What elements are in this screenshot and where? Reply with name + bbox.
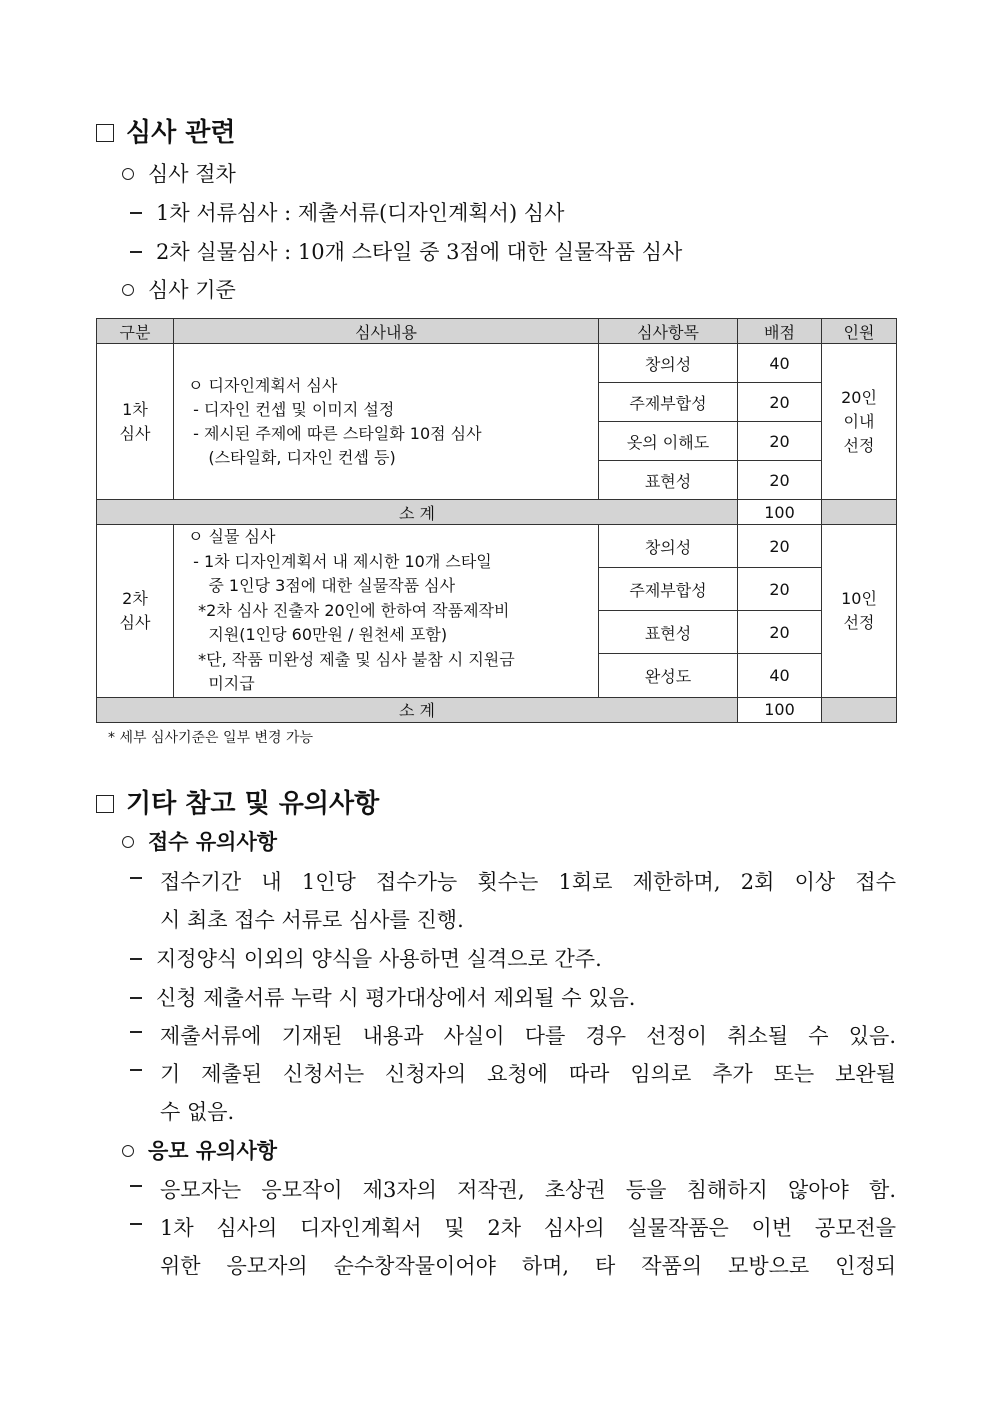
subtotal-value: 100 <box>738 697 822 722</box>
checkbox-square-icon <box>96 795 114 813</box>
header-score: 배점 <box>738 319 822 344</box>
subtotal-value: 100 <box>738 500 822 525</box>
round1-people: 20인 이내 선정 <box>822 344 897 500</box>
dash-bullet-icon <box>130 251 142 253</box>
criteria-item: 표현성 <box>599 461 738 500</box>
list-item <box>130 1020 156 1044</box>
subtotal-label: 소 계 <box>97 500 738 525</box>
list-item-text: 시 최초 접수 서류로 심사를 진행. <box>160 908 464 932</box>
dash-bullet-icon <box>130 1031 142 1033</box>
dash-bullet-icon <box>130 1069 142 1071</box>
list-item-text: 접수기간 내 1인당 접수가능 횟수는 1회로 제한하며, 2회 이상 접수 <box>160 870 896 894</box>
list-item: 신청 제출서류 누락 시 평가대상에서 제외될 수 있음. <box>130 982 635 1012</box>
dash-bullet-icon <box>130 1223 142 1225</box>
criteria-score: 20 <box>738 422 822 461</box>
circle-bullet-icon <box>122 284 134 296</box>
round1-label: 1차 심사 <box>97 344 174 500</box>
subtotal-label: 소 계 <box>97 697 738 722</box>
table-footnote: * 세부 심사기준은 일부 변경 가능 <box>108 730 314 746</box>
subheading-review-procedure: 심사 절차 <box>122 158 236 188</box>
circle-bullet-icon <box>122 168 134 180</box>
table-row <box>97 525 897 568</box>
criteria-score: 40 <box>738 654 822 697</box>
header-category: 구분 <box>97 319 174 344</box>
list-item-text: 1차 심사의 디자인계획서 및 2차 심사의 실물작품은 이번 공모전을 <box>160 1216 896 1240</box>
criteria-score: 20 <box>738 383 822 422</box>
table-row <box>97 344 897 383</box>
criteria-item: 창의성 <box>599 344 738 383</box>
list-item <box>130 1212 156 1236</box>
round2-content: ㅇ 실물 심사 - 1차 디자인계획서 내 제시한 10개 스타일 중 1인당 3점에 대한 실물작품 심사 *2차 심사 진출자 20인에 한하여 작품제작비 지원(1인당 60만원 / 원천세 포함) *단, 작품 미완성 제출 및 심사 불참 시 지원금 미지급 <box>174 525 599 698</box>
criteria-score: 40 <box>738 344 822 383</box>
checkbox-square-icon <box>96 124 114 142</box>
header-item: 심사항목 <box>599 319 738 344</box>
header-people: 인원 <box>822 319 897 344</box>
list-item: 2차 실물심사 : 10개 스타일 중 3점에 대한 실물작품 심사 <box>130 236 682 266</box>
dash-bullet-icon <box>130 997 142 999</box>
round1-content: ㅇ 디자인계획서 심사 - 디자인 컨셉 및 이미지 설정 - 제시된 주제에 따른 스타일화 10점 심사 (스타일화, 디자인 컨셉 등) <box>174 344 599 500</box>
list-item: 지정양식 이외의 양식을 사용하면 실격으로 간주. <box>130 943 602 973</box>
criteria-item: 완성도 <box>599 654 738 697</box>
round2-people: 10인 선정 <box>822 525 897 698</box>
criteria-item: 표현성 <box>599 611 738 654</box>
criteria-item: 주제부합성 <box>599 568 738 611</box>
list-item-text: 기 제출된 신청서는 신청자의 요청에 따라 임의로 추가 또는 보완될 <box>160 1062 896 1086</box>
list-item-text: 수 없음. <box>160 1100 235 1124</box>
subheading-review-criteria: 심사 기준 <box>122 274 236 304</box>
criteria-score: 20 <box>738 461 822 500</box>
section-heading-review: 심사 관련 <box>96 112 236 149</box>
list-item-text: 위한 응모자의 순수창작물이어야 하며, 타 작품의 모방으로 인정되 <box>160 1254 896 1278</box>
circle-bullet-icon <box>122 1145 134 1157</box>
criteria-item: 창의성 <box>599 525 738 568</box>
list-item <box>130 1174 156 1198</box>
subheading-entry-notes: 응모 유의사항 <box>122 1135 277 1165</box>
criteria-score: 20 <box>738 525 822 568</box>
criteria-item: 주제부합성 <box>599 383 738 422</box>
circle-bullet-icon <box>122 836 134 848</box>
dash-bullet-icon <box>130 877 142 879</box>
dash-bullet-icon <box>130 212 142 214</box>
dash-bullet-icon <box>130 958 142 960</box>
criteria-score: 20 <box>738 611 822 654</box>
subtotal-row <box>97 697 897 722</box>
round2-label: 2차 심사 <box>97 525 174 698</box>
list-item: 1차 서류심사 : 제출서류(디자인계획서) 심사 <box>130 197 564 227</box>
header-content: 심사내용 <box>174 319 599 344</box>
subtotal-empty <box>822 697 897 722</box>
list-item-text: 제출서류에 기재된 내용과 사실이 다를 경우 선정이 취소될 수 있음. <box>160 1024 896 1048</box>
review-criteria-table <box>96 318 897 723</box>
subheading-reception-notes: 접수 유의사항 <box>122 826 277 856</box>
subtotal-empty <box>822 500 897 525</box>
list-item <box>130 866 156 890</box>
dash-bullet-icon <box>130 1185 142 1187</box>
section-heading-notes: 기타 참고 및 유의사항 <box>96 783 379 820</box>
list-item-text: 응모자는 응모작이 제3자의 저작권, 초상권 등을 침해하지 않아야 함. <box>160 1178 896 1202</box>
criteria-score: 20 <box>738 568 822 611</box>
subtotal-row <box>97 500 897 525</box>
criteria-item: 옷의 이해도 <box>599 422 738 461</box>
table-header-row <box>97 319 897 344</box>
list-item <box>130 1058 156 1082</box>
